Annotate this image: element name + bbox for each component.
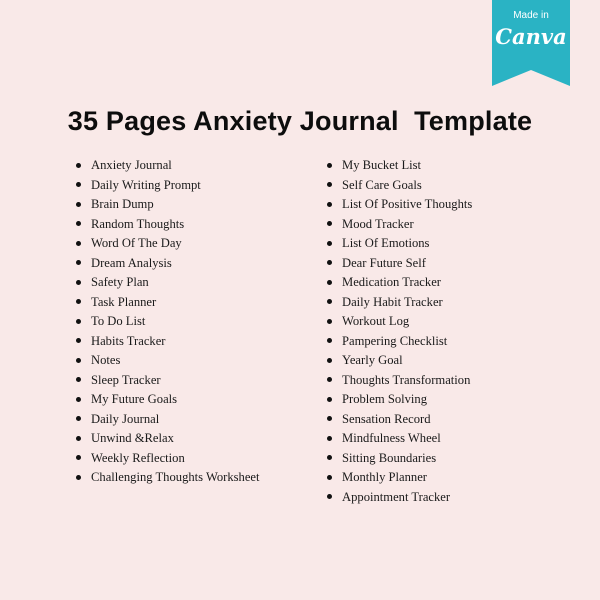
list-item <box>76 371 260 391</box>
bullet-icon <box>327 319 332 324</box>
list-item-label: Self Care Goals <box>342 177 422 192</box>
bullet-icon <box>76 319 81 324</box>
list-item <box>76 351 260 371</box>
list-item <box>76 312 260 332</box>
list-item <box>76 410 260 430</box>
list-item <box>327 215 472 235</box>
list-item <box>327 410 472 430</box>
list-item-label: Sleep Tracker <box>91 372 161 387</box>
list-item <box>76 195 260 215</box>
list-item-label: Weekly Reflection <box>91 450 185 465</box>
right-page-list <box>327 156 472 507</box>
list-item <box>327 351 472 371</box>
page-title: 35 Pages Anxiety Journal Template <box>67 106 533 136</box>
bullet-icon <box>327 163 332 168</box>
list-item <box>76 254 260 274</box>
bullet-icon <box>327 202 332 207</box>
bullet-icon <box>327 436 332 441</box>
bullet-icon <box>327 416 332 421</box>
list-item-label: Mindfulness Wheel <box>342 431 441 445</box>
list-item <box>327 468 472 488</box>
list-item <box>327 234 472 254</box>
list-item-label: Daily Habit Tracker <box>342 294 443 309</box>
list-item-label: List Of Emotions <box>342 236 430 250</box>
list-item-label: Thoughts Transformation <box>342 372 471 387</box>
bullet-icon <box>327 260 332 265</box>
list-item-label: Workout Log <box>342 314 410 328</box>
bullet-icon <box>76 221 81 226</box>
bullet-icon <box>327 241 332 246</box>
list-item <box>76 176 260 196</box>
bullet-icon <box>327 475 332 480</box>
list-item <box>76 429 260 449</box>
list-item-label: Daily Writing Prompt <box>91 177 201 192</box>
bullet-icon <box>76 475 81 480</box>
bullet-icon <box>76 416 81 421</box>
list-item-label: Unwind &Relax <box>91 431 174 445</box>
left-page-list <box>76 156 260 488</box>
list-item-label: Notes <box>91 353 121 367</box>
list-item <box>76 390 260 410</box>
list-item-label: To Do List <box>91 314 146 328</box>
canva-logo: Canva <box>495 24 567 49</box>
made-in-canva-badge <box>492 0 570 86</box>
list-item <box>327 449 472 469</box>
list-item <box>76 234 260 254</box>
list-item <box>327 429 472 449</box>
list-item-label: Daily Journal <box>91 411 160 426</box>
list-item <box>327 293 472 313</box>
list-item-label: Pampering Checklist <box>342 333 448 348</box>
list-item-label: Sensation Record <box>342 411 431 426</box>
list-item <box>327 390 472 410</box>
list-item <box>76 293 260 313</box>
list-item-label: Problem Solving <box>342 392 428 406</box>
bullet-icon <box>327 494 332 499</box>
list-item-label: Habits Tracker <box>91 333 166 348</box>
bullet-icon <box>327 221 332 226</box>
list-item-label: List Of Positive Thoughts <box>342 197 473 211</box>
bullet-icon <box>76 299 81 304</box>
list-item-label: Appointment Tracker <box>342 489 451 504</box>
list-item <box>327 156 472 176</box>
bullet-icon <box>327 182 332 187</box>
list-item-label: Challenging Thoughts Worksheet <box>91 470 260 484</box>
list-item <box>327 254 472 274</box>
list-item <box>76 449 260 469</box>
list-item-label: Sitting Boundaries <box>342 450 437 465</box>
list-item <box>327 176 472 196</box>
list-item <box>327 312 472 332</box>
list-item <box>327 273 472 293</box>
bullet-icon <box>76 338 81 343</box>
list-item-label: Brain Dump <box>91 197 154 211</box>
bullet-icon <box>76 358 81 363</box>
list-item <box>327 488 472 508</box>
list-item <box>76 273 260 293</box>
list-item-label: Task Planner <box>91 294 157 309</box>
bullet-icon <box>327 397 332 402</box>
list-item-label: Random Thoughts <box>91 216 185 231</box>
bullet-icon <box>76 202 81 207</box>
bullet-icon <box>76 280 81 285</box>
bullet-icon <box>76 436 81 441</box>
list-item-label: Yearly Goal <box>342 353 403 367</box>
bullet-icon <box>327 280 332 285</box>
list-item <box>327 332 472 352</box>
list-item <box>327 371 472 391</box>
bullet-icon <box>76 377 81 382</box>
list-item <box>76 332 260 352</box>
list-item-label: My Bucket List <box>342 158 422 172</box>
list-item <box>76 468 260 488</box>
bullet-icon <box>76 260 81 265</box>
bullet-icon <box>327 338 332 343</box>
list-item <box>76 215 260 235</box>
list-item-label: Mood Tracker <box>342 216 414 231</box>
bullet-icon <box>76 397 81 402</box>
list-item-label: Medication Tracker <box>342 275 441 289</box>
list-item-label: Monthly Planner <box>342 470 428 484</box>
list-item-label: My Future Goals <box>91 392 178 406</box>
bullet-icon <box>76 241 81 246</box>
bullet-icon <box>76 455 81 460</box>
list-item-label: Safety Plan <box>91 275 149 289</box>
bullet-icon <box>327 377 332 382</box>
bullet-icon <box>327 455 332 460</box>
bullet-icon <box>76 163 81 168</box>
badge-made-in-text: Made in <box>513 10 549 21</box>
list-item-label: Word Of The Day <box>91 236 182 250</box>
bullet-icon <box>76 182 81 187</box>
list-item-label: Dream Analysis <box>91 255 172 270</box>
bullet-icon <box>327 358 332 363</box>
list-item <box>76 156 260 176</box>
list-item <box>327 195 472 215</box>
bullet-icon <box>327 299 332 304</box>
list-item-label: Dear Future Self <box>342 255 426 270</box>
list-item-label: Anxiety Journal <box>91 158 172 172</box>
